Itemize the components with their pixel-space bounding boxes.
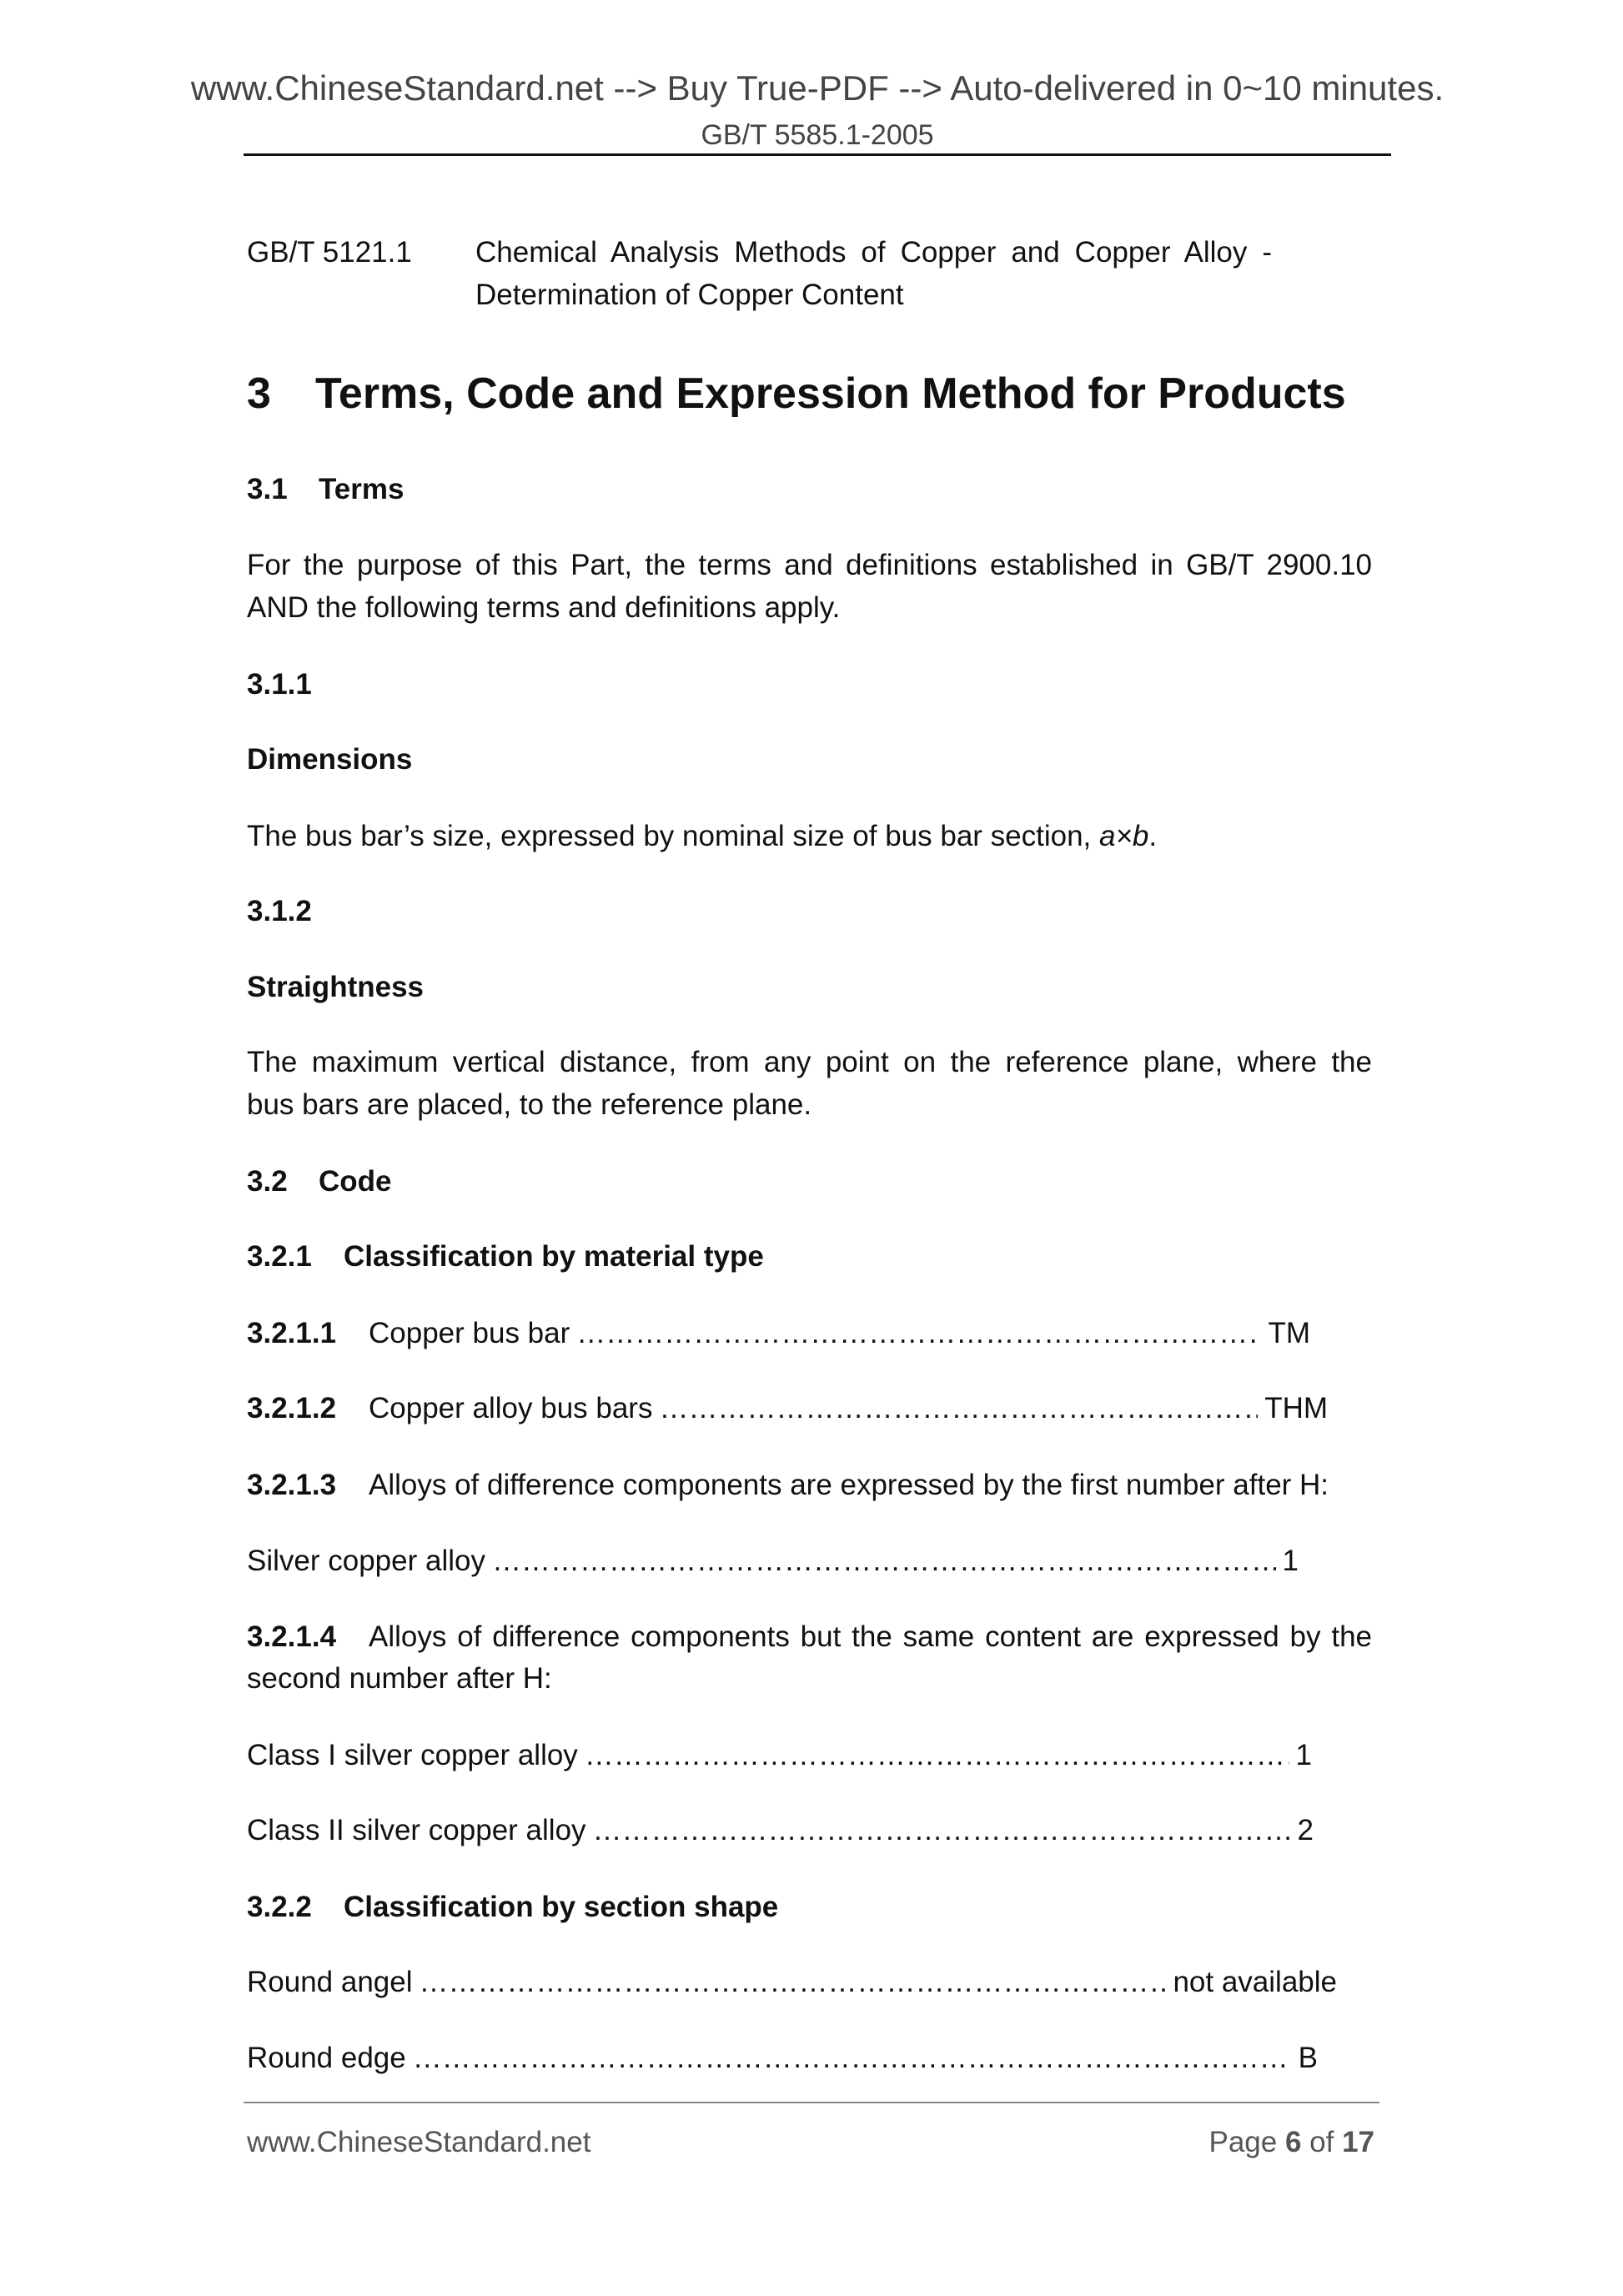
round-edge-row <box>247 2037 1318 2079</box>
leader-dots <box>576 1313 1261 1354</box>
silver-code: 1 <box>1282 1545 1299 1577</box>
s3211-num: 3.2.1.1 <box>247 1317 337 1349</box>
page-prefix: Page <box>1208 2126 1285 2158</box>
s311-def <box>247 816 1157 857</box>
section-num: 3 <box>247 369 271 418</box>
page-of: of <box>1301 2126 1343 2158</box>
leader-dots <box>420 1962 1167 2003</box>
s322-heading <box>247 1887 778 1928</box>
round-edge-label: Round edge <box>247 2042 406 2074</box>
s311-term: Dimensions <box>247 743 413 776</box>
s32-num: 3.2 <box>247 1165 288 1198</box>
ref-title-2: Determination of Copper Content <box>475 279 904 311</box>
s3214-text-1: Alloys of difference components but the same content are expressed by the <box>369 1620 1372 1653</box>
class2-code: 2 <box>1297 1814 1314 1846</box>
s311-num: 3.1.1 <box>247 668 312 701</box>
class1-row <box>247 1735 1312 1776</box>
s321-num: 3.2.1 <box>247 1240 312 1273</box>
s3213-text: Alloys of difference components are expressed by the first number after H: <box>369 1469 1329 1501</box>
leader-dots <box>413 2037 1292 2079</box>
page-total: 17 <box>1342 2126 1374 2158</box>
doc-id: GB/T 5585.1-2005 <box>701 119 934 151</box>
s3213-num: 3.2.1.3 <box>247 1469 337 1501</box>
class1-code: 1 <box>1295 1739 1312 1771</box>
s31-para-1: For the purpose of this Part, the terms and definitions established in GB/T 2900.10 <box>247 549 1372 581</box>
class1-label: Class I silver copper alloy <box>247 1739 578 1771</box>
s312-def-2: bus bars are placed, to the reference plane. <box>247 1088 812 1121</box>
round-edge-code: B <box>1298 2042 1318 2074</box>
s3214-row <box>247 1616 1372 1658</box>
class2-row <box>247 1810 1314 1851</box>
s3211-label: Copper bus bar <box>369 1317 570 1349</box>
s321-title: Classification by material type <box>344 1240 764 1273</box>
section-heading <box>247 367 1346 420</box>
s3211-code: TM <box>1268 1317 1310 1349</box>
s32-title: Code <box>319 1165 392 1198</box>
s32-heading <box>247 1161 392 1203</box>
silver-label: Silver copper alloy <box>247 1545 485 1577</box>
s3213-row <box>247 1465 1329 1506</box>
round-angel-row <box>247 1962 1337 2003</box>
s311-def-end: . <box>1148 820 1158 852</box>
ref-title-1: Chemical Analysis Methods of Copper and Copper Alloy - <box>475 236 1272 269</box>
s3211-row <box>247 1313 1310 1354</box>
s321-heading <box>247 1236 764 1278</box>
s3214-num: 3.2.1.4 <box>247 1620 337 1653</box>
round-angel-code: not available <box>1173 1966 1337 1998</box>
s322-num: 3.2.2 <box>247 1891 312 1923</box>
s312-num: 3.1.2 <box>247 895 312 927</box>
section-title: Terms, Code and Expression Method for Products <box>315 369 1346 418</box>
s322-title: Classification by section shape <box>344 1891 779 1923</box>
s3212-row <box>247 1388 1328 1429</box>
leader-dots <box>659 1388 1258 1429</box>
leader-dots <box>593 1810 1291 1851</box>
footer-rule <box>244 2102 1379 2103</box>
leader-dots <box>585 1735 1289 1776</box>
ref-code: GB/T 5121.1 <box>247 236 412 269</box>
header-rule <box>244 153 1391 156</box>
s312-def-1: The maximum vertical distance, from any point on the reference plane, where the <box>247 1046 1372 1078</box>
footer-link-wrap <box>247 2123 590 2162</box>
s3212-code: THM <box>1264 1392 1328 1424</box>
class2-label: Class II silver copper alloy <box>247 1814 586 1846</box>
s3212-num: 3.2.1.2 <box>247 1392 337 1424</box>
s3214-text-2: second number after H: <box>247 1662 552 1695</box>
footer-link[interactable]: www.ChineseStandard.net <box>247 2126 591 2158</box>
page-number <box>1208 2123 1374 2162</box>
s31-heading <box>247 469 404 510</box>
s3212-label: Copper alloy bus bars <box>369 1392 653 1424</box>
silver-row <box>247 1540 1299 1582</box>
s311-def-text: The bus bar’s size, expressed by nominal size of bus bar section, <box>247 820 1100 852</box>
s31-title: Terms <box>319 473 404 505</box>
s31-num: 3.1 <box>247 473 288 505</box>
s311-formula: a×b <box>1099 820 1149 852</box>
leader-dots <box>492 1540 1276 1582</box>
s31-para-2: AND the following terms and definitions apply. <box>247 591 841 624</box>
round-angel-label: Round angel <box>247 1966 413 1998</box>
page-current: 6 <box>1284 2126 1302 2158</box>
s312-term: Straightness <box>247 971 424 1003</box>
banner: www.ChineseStandard.net --> Buy True-PDF --> Auto-delivered in 0~10 minutes. <box>190 68 1445 108</box>
